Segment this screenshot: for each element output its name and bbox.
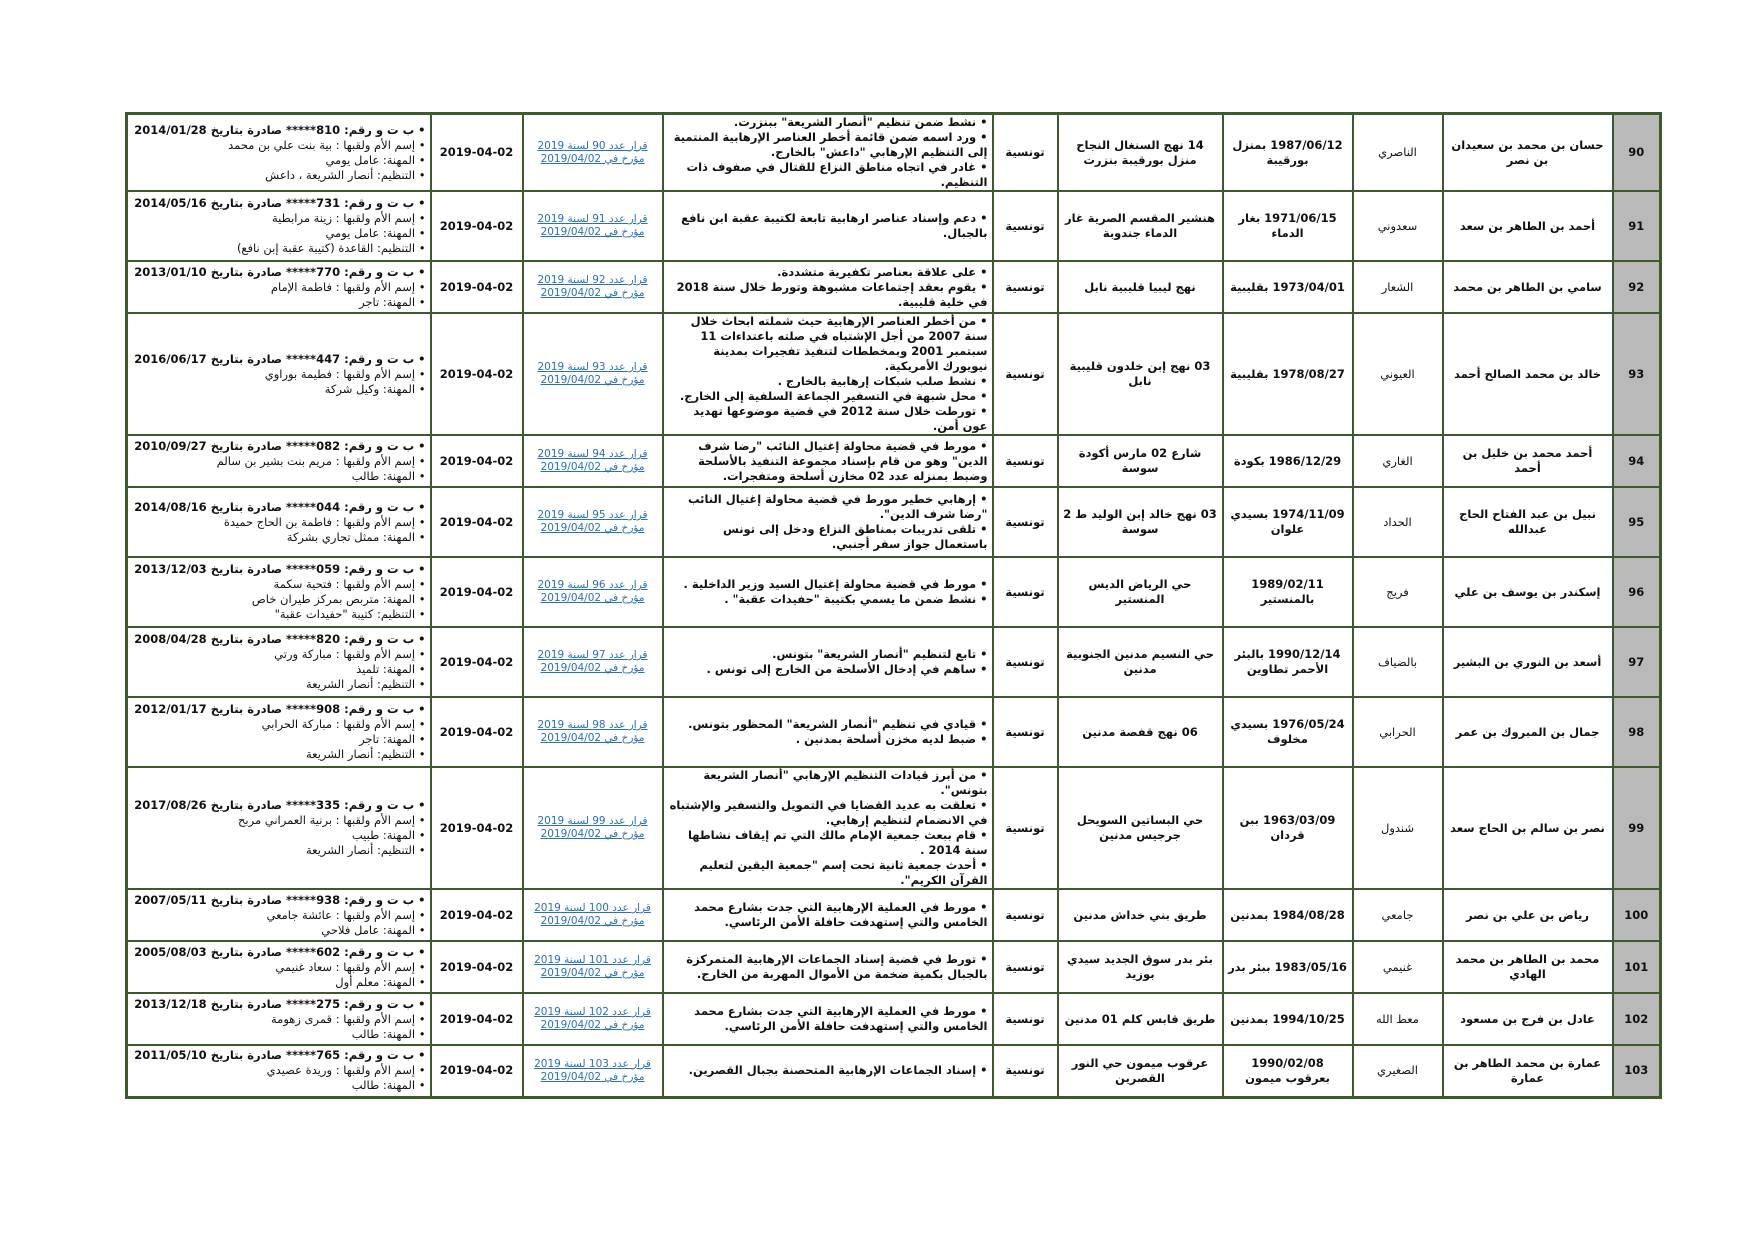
person-name: أحمد محمد بن خليل بن أحمد [1443, 435, 1613, 487]
description-item: • على علاقة بعناصر تكفيرية متشددة. [668, 265, 988, 280]
notes-cell [127, 557, 431, 627]
person-surname: سعدوني [1353, 191, 1443, 261]
description-cell [663, 889, 993, 941]
nationality: تونسية [993, 993, 1058, 1045]
notes-list [132, 439, 426, 484]
person-surname: غنيمي [1353, 941, 1443, 993]
description-item: • قام ببعث جمعية الإمام مالك التي تم إيقاف نشاطها سنة 2014 . [668, 828, 988, 858]
notes-cell [127, 767, 431, 889]
note-item: • المهنة: عامل فلاحي [132, 923, 426, 938]
birth-info: 1986/12/29 بكودة [1223, 435, 1353, 487]
notes-cell [127, 941, 431, 993]
notes-cell [127, 487, 431, 557]
note-item: • إسم الأم ولقبها : فاطمة الإمام [132, 280, 426, 295]
nationality: تونسية [993, 261, 1058, 313]
description-cell [663, 261, 993, 313]
description-list [668, 768, 988, 888]
notes-list [132, 562, 426, 622]
decision-link[interactable]: قرار عدد 103 لسنة 2019 مؤرخ في 2019/04/02 [534, 1057, 651, 1083]
nationality: تونسية [993, 1045, 1058, 1097]
decision-cell [523, 627, 663, 697]
note-item: • ب ت و رقم: 082***** صادرة بتاريخ 2010/09/27 [132, 439, 426, 454]
notes-cell [127, 627, 431, 697]
note-item: • إسم الأم ولقبها : قمرى زهومة [132, 1012, 426, 1027]
description-item: • تورطت خلال سنة 2012 في قضية موضوعها تهديد عون أمن. [668, 404, 988, 434]
person-surname: الناصري [1353, 114, 1443, 192]
note-item: • إسم الأم ولقبها : زينة مرابطية [132, 211, 426, 226]
decision-date: 2019-04-02 [431, 697, 523, 767]
description-list [668, 900, 988, 930]
row-number: 98 [1613, 697, 1661, 767]
decision-date: 2019-04-02 [431, 767, 523, 889]
notes-cell [127, 889, 431, 941]
decision-cell [523, 993, 663, 1045]
person-name: محمد بن الطاهر بن محمد الهادي [1443, 941, 1613, 993]
description-cell [663, 487, 993, 557]
table-row [127, 627, 1661, 697]
nationality: تونسية [993, 487, 1058, 557]
note-item: • ب ت و رقم: 275***** صادرة بتاريخ 2013/12/18 [132, 997, 426, 1012]
description-list [668, 211, 988, 241]
birth-info: 1963/03/09 ببن قردان [1223, 767, 1353, 889]
description-item: • غادر في اتجاه مناطق النزاع للقتال في صفوف ذات التنظيم. [668, 160, 988, 190]
note-item: • التنظيم: أنصار الشريعة ، داعش [132, 168, 426, 183]
address: نهج ليبيا قليبية نابل [1058, 261, 1223, 313]
description-list [668, 115, 988, 190]
birth-info: 1989/02/11 بالمنستير [1223, 557, 1353, 627]
row-number: 91 [1613, 191, 1661, 261]
row-number: 103 [1613, 1045, 1661, 1097]
decision-link[interactable]: قرار عدد 91 لسنة 2019 مؤرخ في 2019/04/02 [537, 213, 648, 238]
note-item: • المهنة: عامل يومي [132, 153, 426, 168]
note-item: • إسم الأم ولقبها : مباركة الحرابي [132, 717, 426, 732]
decision-cell [523, 114, 663, 192]
description-list [668, 1063, 988, 1078]
description-item: • أحدث جمعية ثانية تحت إسم "جمعية اليقين لتعليم القرآن الكريم". [668, 858, 988, 888]
decision-link[interactable]: قرار عدد 98 لسنة 2019 مؤرخ في 2019/04/02 [537, 719, 648, 744]
note-item: • المهنة: وكيل شركة [132, 382, 426, 397]
person-surname: الشعار [1353, 261, 1443, 313]
note-item: • المهنة: طبيب [132, 828, 426, 843]
person-name: عادل بن فرج بن مسعود [1443, 993, 1613, 1045]
decision-link[interactable]: قرار عدد 95 لسنة 2019 مؤرخ في 2019/04/02 [537, 509, 648, 534]
address: حي النسيم مدنين الجنوبية مدنين [1058, 627, 1223, 697]
person-name: حسان بن محمد بن سعيدان بن نصر [1443, 114, 1613, 192]
description-list [668, 577, 988, 607]
description-cell [663, 114, 993, 192]
person-surname: الحرابي [1353, 697, 1443, 767]
note-item: • إسم الأم ولقبها : عائشة جامعي [132, 908, 426, 923]
note-item: • إسم الأم ولقبها : برنية العمراني مربح [132, 813, 426, 828]
note-item: • ب ت و رقم: 938***** صادرة بتاريخ 2007/05/11 [132, 893, 426, 908]
note-item: • المهنة: طالب [132, 1027, 426, 1042]
address: عرقوب ميمون حي النور القصرين [1058, 1045, 1223, 1097]
description-item: • إسناد الجماعات الإرهابية المتحصنة بجبال القصرين. [668, 1063, 988, 1078]
description-cell [663, 435, 993, 487]
notes-list [132, 893, 426, 938]
description-item: • تلقى تدريبات بمناطق النزاع ودخل إلى تونس باستعمال جواز سفر أجنبي. [668, 522, 988, 552]
birth-info: 1984/08/28 بمدنين [1223, 889, 1353, 941]
description-list [668, 265, 988, 310]
decision-date: 2019-04-02 [431, 993, 523, 1045]
description-item: • ورد اسمه ضمن قائمة أخطر العناصر الإرهابية المنتمية إلى التنظيم الإرهابي "داعش" بالخارج. [668, 130, 988, 160]
notes-list [132, 500, 426, 545]
decision-cell [523, 435, 663, 487]
person-name: نبيل بن عبد الفتاح الحاج عبدالله [1443, 487, 1613, 557]
description-cell [663, 767, 993, 889]
row-number: 93 [1613, 313, 1661, 435]
decision-date: 2019-04-02 [431, 261, 523, 313]
description-item: • إرهابي خطير مورط في قضية محاولة إغتيال النائب "رضا شرف الدين". [668, 492, 988, 522]
note-item: • ب ت و رقم: 820***** صادرة بتاريخ 2008/04/28 [132, 632, 426, 647]
decision-date: 2019-04-02 [431, 487, 523, 557]
description-item: • تابع لتنظيم "أنصار الشريعة" بتونس. [668, 647, 988, 662]
table-row [127, 487, 1661, 557]
row-number: 101 [1613, 941, 1661, 993]
birth-info: 1976/05/24 بسيدي مخلوف [1223, 697, 1353, 767]
person-surname: الصغيري [1353, 1045, 1443, 1097]
decision-date: 2019-04-02 [431, 114, 523, 192]
person-name: خالد بن محمد الصالح أحمد [1443, 313, 1613, 435]
note-item: • إسم الأم ولقبها : مباركة ورتي [132, 647, 426, 662]
note-item: • ب ت و رقم: 059***** صادرة بتاريخ 2013/12/03 [132, 562, 426, 577]
person-name: نصر بن سالم بن الحاج سعد [1443, 767, 1613, 889]
description-list [668, 314, 988, 434]
notes-list [132, 702, 426, 762]
table-row [127, 993, 1661, 1045]
person-surname: معط الله [1353, 993, 1443, 1045]
description-item: • نشط صلب شبكات إرهابية بالخارج . [668, 374, 988, 389]
description-cell [663, 313, 993, 435]
decision-cell [523, 261, 663, 313]
person-name: عمارة بن محمد الطاهر بن عمارة [1443, 1045, 1613, 1097]
row-number: 96 [1613, 557, 1661, 627]
decision-cell [523, 1045, 663, 1097]
decision-cell [523, 941, 663, 993]
decision-date: 2019-04-02 [431, 557, 523, 627]
address: بئر بدر سوق الجديد سيدي بوزيد [1058, 941, 1223, 993]
note-item: • المهنة: طالب [132, 1078, 426, 1093]
description-item: • مورط في العملية الإرهابية التي جدت بشارع محمد الخامس والتي إستهدفت حافلة الأمن الرئاسي. [668, 900, 988, 930]
person-name: رياض بن علي بن نصر [1443, 889, 1613, 941]
notes-cell [127, 313, 431, 435]
notes-cell [127, 191, 431, 261]
person-surname: شندول [1353, 767, 1443, 889]
decision-cell [523, 889, 663, 941]
decision-cell [523, 191, 663, 261]
decision-date: 2019-04-02 [431, 313, 523, 435]
table-row [127, 889, 1661, 941]
note-item: • ب ت و رقم: 602***** صادرة بتاريخ 2005/08/03 [132, 945, 426, 960]
table-row [127, 191, 1661, 261]
decision-link[interactable]: قرار عدد 94 لسنة 2019 مؤرخ في 2019/04/02 [537, 448, 648, 473]
description-list [668, 952, 988, 982]
description-item: • تعلقت به عديد القضايا في التمويل والتسفير والإشتباه في الانضمام لتنظيم إرهابي. [668, 798, 988, 828]
note-item: • التنظيم: أنصار الشريعة [132, 843, 426, 858]
table-row [127, 261, 1661, 313]
description-list [668, 647, 988, 677]
note-item: • إسم الأم ولقبها : فطيمة بوراوي [132, 367, 426, 382]
person-surname: الغاري [1353, 435, 1443, 487]
description-item: • يقوم بعقد إجتماعات مشبوهة وتورط خلال سنة 2018 في خلية قليبية. [668, 280, 988, 310]
decision-date: 2019-04-02 [431, 1045, 523, 1097]
row-number: 95 [1613, 487, 1661, 557]
note-item: • التنظيم: كتيبة "حفيدات عقبة" [132, 607, 426, 622]
table-row [127, 767, 1661, 889]
decision-cell [523, 557, 663, 627]
notes-cell [127, 697, 431, 767]
note-item: • إسم الأم ولقبها : بية بنت علي بن محمد [132, 138, 426, 153]
description-item: • دعم وإسناد عناصر ارهابية تابعة لكتيبة عقبة ابن نافع بالجبال. [668, 211, 988, 241]
person-surname: جامعي [1353, 889, 1443, 941]
nationality: تونسية [993, 191, 1058, 261]
table-row [127, 941, 1661, 993]
note-item: • ب ت و رقم: 731***** صادرة بتاريخ 2014/05/16 [132, 196, 426, 211]
decision-link[interactable]: قرار عدد 93 لسنة 2019 مؤرخ في 2019/04/02 [537, 361, 648, 386]
note-item: • المهنة: ممثل تجاري بشركة [132, 530, 426, 545]
birth-info: 1990/12/14 بالبئر الأحمر تطاوين [1223, 627, 1353, 697]
address: 03 نهج إبن خلدون قليبية نابل [1058, 313, 1223, 435]
sanctions-list-table [125, 112, 1662, 1099]
note-item: • المهنة: طالب [132, 469, 426, 484]
notes-list [132, 352, 426, 397]
person-surname: فريج [1353, 557, 1443, 627]
note-item: • ب ت و رقم: 765***** صادرة بتاريخ 2011/05/10 [132, 1048, 426, 1063]
notes-list [132, 1048, 426, 1093]
description-item: • من أبرز قيادات التنظيم الإرهابي "أنصار الشريعة بتونس". [668, 768, 988, 798]
birth-info: 1990/02/08 بعرقوب ميمون [1223, 1045, 1353, 1097]
note-item: • التنظيم: أنصار الشريعة [132, 677, 426, 692]
address: حي الرياض الديس المنستير [1058, 557, 1223, 627]
row-number: 90 [1613, 114, 1661, 192]
row-number: 102 [1613, 993, 1661, 1045]
decision-link[interactable]: قرار عدد 96 لسنة 2019 مؤرخ في 2019/04/02 [537, 579, 648, 604]
note-item: • إسم الأم ولقبها : وريدة عصيدي [132, 1063, 426, 1078]
nationality: تونسية [993, 697, 1058, 767]
decision-link[interactable]: قرار عدد 92 لسنة 2019 مؤرخ في 2019/04/02 [537, 274, 648, 299]
decision-cell [523, 487, 663, 557]
description-cell [663, 697, 993, 767]
nationality: تونسية [993, 435, 1058, 487]
nationality: تونسية [993, 627, 1058, 697]
description-list [668, 717, 988, 747]
row-number: 97 [1613, 627, 1661, 697]
description-cell [663, 191, 993, 261]
note-item: • المهنة: تلميذ [132, 662, 426, 677]
person-surname: الحداد [1353, 487, 1443, 557]
nationality: تونسية [993, 114, 1058, 192]
row-number: 99 [1613, 767, 1661, 889]
decision-date: 2019-04-02 [431, 941, 523, 993]
person-name: إسكندر بن يوسف بن علي [1443, 557, 1613, 627]
decision-link[interactable]: قرار عدد 101 لسنة 2019 مؤرخ في 2019/04/02 [534, 954, 651, 979]
description-list [668, 1004, 988, 1034]
note-item: • المهنة: تاجر [132, 295, 426, 310]
decision-date: 2019-04-02 [431, 889, 523, 941]
birth-info: 1973/04/01 بقليبية [1223, 261, 1353, 313]
decision-cell [523, 697, 663, 767]
table-row [127, 1045, 1661, 1097]
birth-info: 1987/06/12 بمنزل بورقيبة [1223, 114, 1353, 192]
birth-info: 1978/08/27 بقليبية [1223, 313, 1353, 435]
birth-info: 1983/05/16 ببئر بدر [1223, 941, 1353, 993]
nationality: تونسية [993, 557, 1058, 627]
table-row [127, 435, 1661, 487]
note-item: • التنظيم: القاعدة (كتيبة عقبة إبن نافع) [132, 241, 426, 256]
address: شارع 02 مارس أكودة سوسة [1058, 435, 1223, 487]
notes-cell [127, 1045, 431, 1097]
address: هنشير المقسم الصرية غار الدماء جندوبة [1058, 191, 1223, 261]
person-surname: العيوني [1353, 313, 1443, 435]
notes-list [132, 196, 426, 256]
note-item: • ب ت و رقم: 908***** صادرة بتاريخ 2012/01/17 [132, 702, 426, 717]
person-name: أسعد بن النوري بن البشير [1443, 627, 1613, 697]
birth-info: 1971/06/15 بغار الدماء [1223, 191, 1353, 261]
decision-link[interactable]: قرار عدد 90 لسنة 2019 مؤرخ في 2019/04/02 [537, 139, 648, 165]
decision-date: 2019-04-02 [431, 627, 523, 697]
decision-date: 2019-04-02 [431, 435, 523, 487]
description-cell [663, 557, 993, 627]
decision-link[interactable]: قرار عدد 102 لسنة 2019 مؤرخ في 2019/04/02 [534, 1006, 651, 1031]
note-item: • ب ت و رقم: 447***** صادرة بتاريخ 2016/06/17 [132, 352, 426, 367]
note-item: • ب ت و رقم: 770***** صادرة بتاريخ 2013/01/10 [132, 265, 426, 280]
address: حي البساتين السويحل جرجيس مدنين [1058, 767, 1223, 889]
nationality: تونسية [993, 767, 1058, 889]
decision-link[interactable]: قرار عدد 99 لسنة 2019 مؤرخ في 2019/04/02 [537, 815, 648, 840]
nationality: تونسية [993, 313, 1058, 435]
notes-cell [127, 993, 431, 1045]
table-row [127, 557, 1661, 627]
nationality: تونسية [993, 941, 1058, 993]
nationality: تونسية [993, 889, 1058, 941]
decision-cell [523, 313, 663, 435]
notes-cell [127, 435, 431, 487]
notes-list [132, 798, 426, 858]
row-number: 100 [1613, 889, 1661, 941]
description-item: • من أخطر العناصر الإرهابية حيث شملته ابحاث خلال سنة 2007 من أجل الإشتباه في صلته باعتداءات 11 سبتمبر 2001 وبمخططات لتنفيذ تفجيرات بمدينة نيويورك الأمريكية. [668, 314, 988, 374]
notes-cell [127, 261, 431, 313]
table-row [127, 114, 1661, 192]
table-row [127, 697, 1661, 767]
address: طريق بني خداش مدنين [1058, 889, 1223, 941]
description-cell [663, 627, 993, 697]
person-name: جمال بن المبروك بن عمر [1443, 697, 1613, 767]
description-cell [663, 993, 993, 1045]
decision-cell [523, 767, 663, 889]
notes-cell [127, 114, 431, 192]
note-item: • إسم الأم ولقبها : مريم بنت بشير بن سالم [132, 454, 426, 469]
notes-list [132, 997, 426, 1042]
decision-link[interactable]: قرار عدد 97 لسنة 2019 مؤرخ في 2019/04/02 [537, 649, 648, 674]
decision-date: 2019-04-02 [431, 191, 523, 261]
address: طريق قابس كلم 01 مدنين [1058, 993, 1223, 1045]
description-item: • ساهم في إدخال الأسلحة من الخارج إلى تونس . [668, 662, 988, 677]
birth-info: 1994/10/25 بمدنين [1223, 993, 1353, 1045]
description-cell [663, 941, 993, 993]
note-item: • المهنة: متربص بمركز طيران خاص [132, 592, 426, 607]
row-number: 94 [1613, 435, 1661, 487]
description-item: • مورط في العملية الإرهابية التي جدت بشارع محمد الخامس والتي إستهدفت حافلة الأمن الرئاسي. [668, 1004, 988, 1034]
description-list [668, 492, 988, 552]
note-item: • ب ت و رقم: 044***** صادرة بتاريخ 2014/08/16 [132, 500, 426, 515]
table-body [127, 114, 1661, 1098]
table-row [127, 313, 1661, 435]
note-item: • المهنة: تاجر [132, 732, 426, 747]
person-name: سامي بن الطاهر بن محمد [1443, 261, 1613, 313]
note-item: • المهنة: معلم أول [132, 975, 426, 990]
notes-list [132, 632, 426, 692]
description-cell [663, 1045, 993, 1097]
description-item: • نشط ضمن ما يسمي بكتيبة "حفيدات عقبة" . [668, 592, 988, 607]
description-item: • مورط في قضية محاولة إغتيال النائب "رضا شرف الدين" وهو من قام بإسناد مجموعة التنفيذ بالأسلحة وضبط بمنزله عدد 02 مخازن أسلحة ومتفجرات. [668, 439, 988, 484]
description-item: • ضبط لديه مخزن أسلحة بمدنين . [668, 732, 988, 747]
description-item: • قيادي في تنظيم "أنصار الشريعة" المحظور بتونس. [668, 717, 988, 732]
description-item: • مورط في قضية محاولة إغتيال السيد وزير الداخلية . [668, 577, 988, 592]
address: 14 نهج السنغال النجاح منزل بورقيبة بنزرت [1058, 114, 1223, 192]
address: 06 نهج قفصة مدنين [1058, 697, 1223, 767]
note-item: • التنظيم: أنصار الشريعة [132, 747, 426, 762]
note-item: • إسم الأم ولقبها : سعاد غنيمي [132, 960, 426, 975]
description-item: • نشط ضمن تنظيم "أنصار الشريعة" ببنزرت. [668, 115, 988, 130]
description-list [668, 439, 988, 484]
birth-info: 1974/11/09 بسيدي علوان [1223, 487, 1353, 557]
description-item: • تورط في قضية إسناد الجماعات الإرهابية المتمركزة بالجبال بكمية ضخمة من الأموال المهربة من الخارج. [668, 952, 988, 982]
note-item: • ب ت و رقم: 335***** صادرة بتاريخ 2017/08/26 [132, 798, 426, 813]
notes-list [132, 123, 426, 183]
note-item: • إسم الأم ولقبها : فتحية سكمة [132, 577, 426, 592]
description-item: • محل شبهة في التسفير الجماعة السلفية إلى الخارج. [668, 389, 988, 404]
note-item: • إسم الأم ولقبها : فاطمة بن الحاج حميدة [132, 515, 426, 530]
note-item: • ب ت و رقم: 810***** صادرة بتاريخ 2014/01/28 [132, 123, 426, 138]
row-number: 92 [1613, 261, 1661, 313]
person-surname: بالضياف [1353, 627, 1443, 697]
note-item: • المهنة: عامل يومي [132, 226, 426, 241]
person-name: أحمد بن الطاهر بن سعد [1443, 191, 1613, 261]
address: 03 نهج خالد إبن الوليد ط 2 سوسة [1058, 487, 1223, 557]
notes-list [132, 265, 426, 310]
notes-list [132, 945, 426, 990]
decision-link[interactable]: قرار عدد 100 لسنة 2019 مؤرخ في 2019/04/02 [534, 902, 651, 927]
